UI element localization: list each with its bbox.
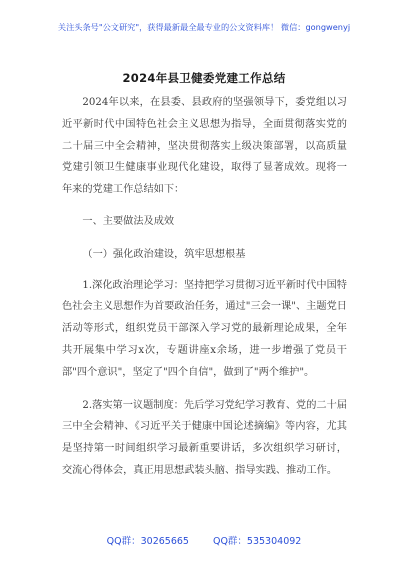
document-body xyxy=(62,92,347,482)
intro-paragraph: 2024年以来，在县委、县政府的坚强领导下，委党组以习近平新时代中国特色社会主义思想为指导，全面贯彻落实党的二十届三中全会精神，坚决贯彻落实上级决策部署，以高质量党建引领卫生健康事业现代化建设，取得了显著成效。现将一年来的党建工作总结如下： xyxy=(62,97,347,196)
footer-contacts xyxy=(0,533,408,547)
section-heading: 一、主要做法及成效 xyxy=(82,215,175,227)
document-title: 2024年县卫健委党建工作总结 xyxy=(122,71,286,85)
header-banner: 关注头条号"公文研究"，获得最新最全最专业的公文资料库！ 微信：gongwenyj xyxy=(57,22,351,32)
subsection-heading: （一）强化政治建设，筑牢思想根基 xyxy=(82,248,246,260)
item-paragraph-1: 1.深化政治理论学习：坚持把学习贯彻习近平新时代中国特色社会主义思想作为首要政治任务，通过"三会一课"、主题党日活动等形式，组织党员干部深入学习党的最新理论成果，全年共开展集中学习x次，专题讲座x余场，进一步增强了党员干部"四个意识"，坚定了"四个自信"，做到了"两个维护"。 xyxy=(62,279,347,378)
qq-group-1: QQ群：30265665 xyxy=(106,536,189,547)
item-paragraph-2: 2.落实第一议题制度：先后学习党纪学习教育、党的二十届三中全会精神、《习近平关于健康中国论述摘编》等内容，尤其是坚持第一时间组织学习最新重要讲话，多次组织学习研讨，交流心得体会，真正用思想武装头脑、指导实践、推动工作。 xyxy=(62,399,347,476)
qq-group-2: QQ群：535304092 xyxy=(212,536,302,547)
